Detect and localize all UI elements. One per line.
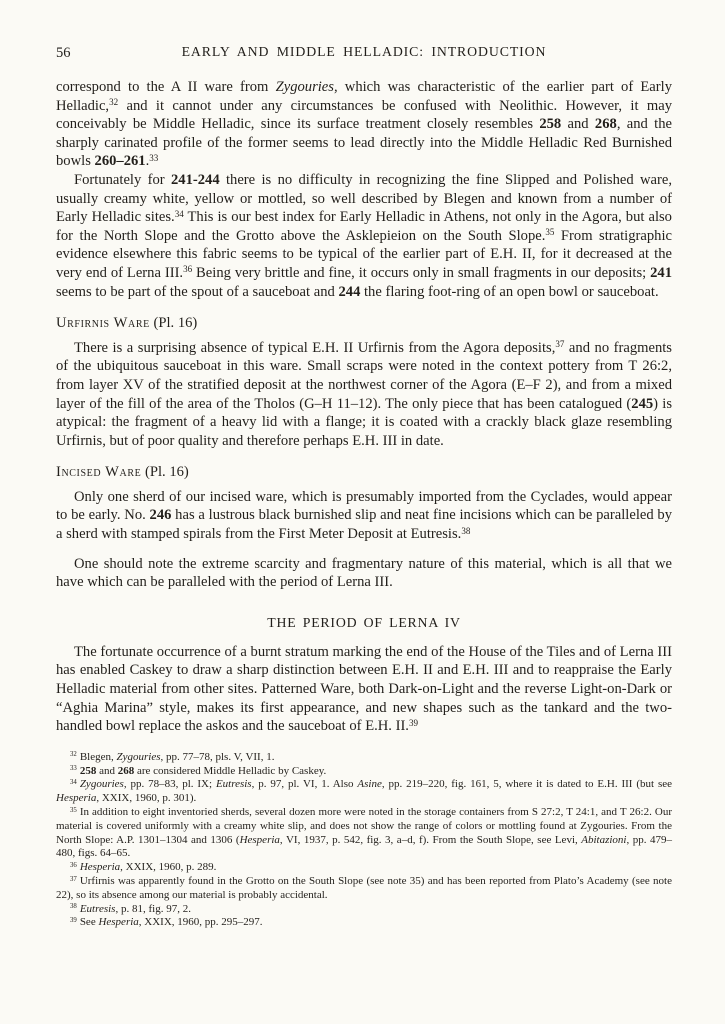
body-text <box>56 78 672 736</box>
section-heading-incised-ware: Incised Ware (Pl. 16) <box>56 464 189 481</box>
running-title: EARLY AND MIDDLE HELLADIC: INTRODUCTION <box>181 44 547 59</box>
footnote-number: 36 <box>70 861 77 869</box>
footnote-34 <box>56 778 672 806</box>
paragraph-incised: Only one sherd of our incised ware, which is presumably imported from the Cyclades, would appear to be early. No. 246 has a lustrous black burnished slip and neat fine incisions which can be paralleled by a sherd with stamped spirals from the First Meter Deposit at Eutresis.$^{38}$ <box>56 488 673 543</box>
paragraph-continuation: correspond to the A II ware from Zygouries, which was characteristic of the earlier part of Early Helladic,$^{32}$ and it cannot under any circumstances be confused with Neolithic. However, it may conceivably be Middle Helladic, since its surface treatment closely resembles 258 and 268, and the sharply carinated profile of the former seems to lead directly into the Middle Helladic Red Burnished bowls 260–261.33 <box>56 79 672 170</box>
page-header <box>56 44 672 62</box>
footnote-39 <box>56 916 672 930</box>
footnote-text: In addition to eight inventoried sherds, several dozen more were noted in the storage containers from S 27:2, T 24:1, and T 26:2. Our material is covered uniformly with a creamy white slip, and does not show the range of colors or mottling found at Zygouries. From the North Slope: A.P. 1301–1304 and 1306 (Hesperia, VI, 1937, p. 542, fig. 3, a–d, f). From the South Slope, see Levi, Abitazioni, pp. 479–480, figs. 64–65. <box>56 806 673 860</box>
footnote-text: Hesperia, XXIX, 1960, p. 289. <box>79 861 217 874</box>
footnote-32 <box>56 751 672 765</box>
paragraph-urfirnis: There is a surprising absence of typical E.H. II Urfirnis from the Agora deposits,$^{37}$ and no fragments of the ubiquitous sauceboat in this ware. Small scraps were noted in the context pottery from T 26:2, from layer XV of the stratified deposit at the northwest corner of the Agora (E–F 2), and from a mixed layer of the fill of the area of the Tholos (G–H 11–12). The only piece that has been catalogued (245) is atypical: the fragment of a heavy lid with a flange; it is coated with a crackly black glaze resembling Urfirnis, but of poor quality and therefore perhaps E.H. III in date. <box>56 339 672 449</box>
footnote-number: 33 <box>70 765 77 773</box>
footnote-36 <box>56 861 672 875</box>
footnote-number: 38 <box>70 903 77 911</box>
footnote-number: 35 <box>70 806 77 814</box>
footnote-text: See Hesperia, XXIX, 1960, pp. 295–297. <box>79 916 263 929</box>
section-heading-urfirnis-ware: Urfirnis Ware (Pl. 16) <box>56 315 198 332</box>
page-number: 56 <box>56 45 71 61</box>
footnote-list <box>56 751 672 930</box>
footnote-33 <box>56 765 672 779</box>
footnote-text: 258 and 268 are considered Middle Helladic by Caskey. <box>79 764 327 777</box>
section-heading-period-of-lerna-iv: THE PERIOD OF LERNA IV <box>267 614 461 630</box>
paragraph-lerna-iv: The fortunate occurrence of a burnt stratum marking the end of the House of the Tiles and of Lerna III has enabled Caskey to draw a sharp distinction between E.H. II and E.H. III and to reappraise the Early Helladic material from other sites. Patterned Ware, both Dark-on-Light and the reverse Light-on-Dark or “Aghia Marina” style, makes its first appearance, and new shapes such as the tankard and the two-handled bowl replace the askos and the sauceboat of E.H. II.$^{39}$ <box>56 643 672 735</box>
footnote-number: 39 <box>70 916 77 924</box>
footnote-35 <box>56 806 672 861</box>
footnote-38 <box>56 903 672 917</box>
footnote-number: 32 <box>70 751 77 759</box>
footnote-number: 34 <box>70 779 77 786</box>
footnote-37 <box>56 875 672 903</box>
footnote-text: Blegen, Zygouries, pp. 77–78, pls. V, VII, 1. <box>79 750 275 763</box>
paragraph-scarcity-note: One should note the extreme scarcity and fragmentary nature of this material, which is all that we have which can be paralleled with the period of Lerna III. <box>56 555 672 591</box>
footnote-text: Eutresis, p. 81, fig. 97, 2. <box>79 902 191 915</box>
footnote-text: Urfirnis was apparently found in the Grotto on the South Slope (see note 35) and has been reported from Plato’s Academy (see note 22), so its absence among our material is probably accidental. <box>56 874 672 901</box>
footnote-number: 37 <box>70 875 77 883</box>
paragraph-slipped-polished: Fortunately for 241-244 there is no difficulty in recognizing the fine Slipped and Polished ware, usually creamy white, yellow or mottled, so well described by Blegen and known from a number of Early Helladic sites.$^{34}$ This is our best index for Early Helladic in Athens, not only in the Agora, but also for the North Slope and the Grotto above the Asklepieion on the South Slope.$^{35}$ From stratigraphic evidence elsewhere this fabric seems to be typical of the earlier part of E.H. II, for it decreased at the very end of Lerna III.$^{36}$ Being very brittle and fine, it occurs only in small fragments in our deposits; 241 seems to be part of the spout of a sauceboat and 244 the flaring foot-ring of an open bowl or sauceboat. <box>56 171 672 300</box>
footnote-text: Zygouries, pp. 78–83, pl. IX; Eutresis, p. 97, pl. VI, 1. Also Asine, pp. 219–220, fig. 161, 5, where it is dated to E.H. III (but see Hesperia, XXIX, 1960, p. 301). <box>56 778 672 805</box>
